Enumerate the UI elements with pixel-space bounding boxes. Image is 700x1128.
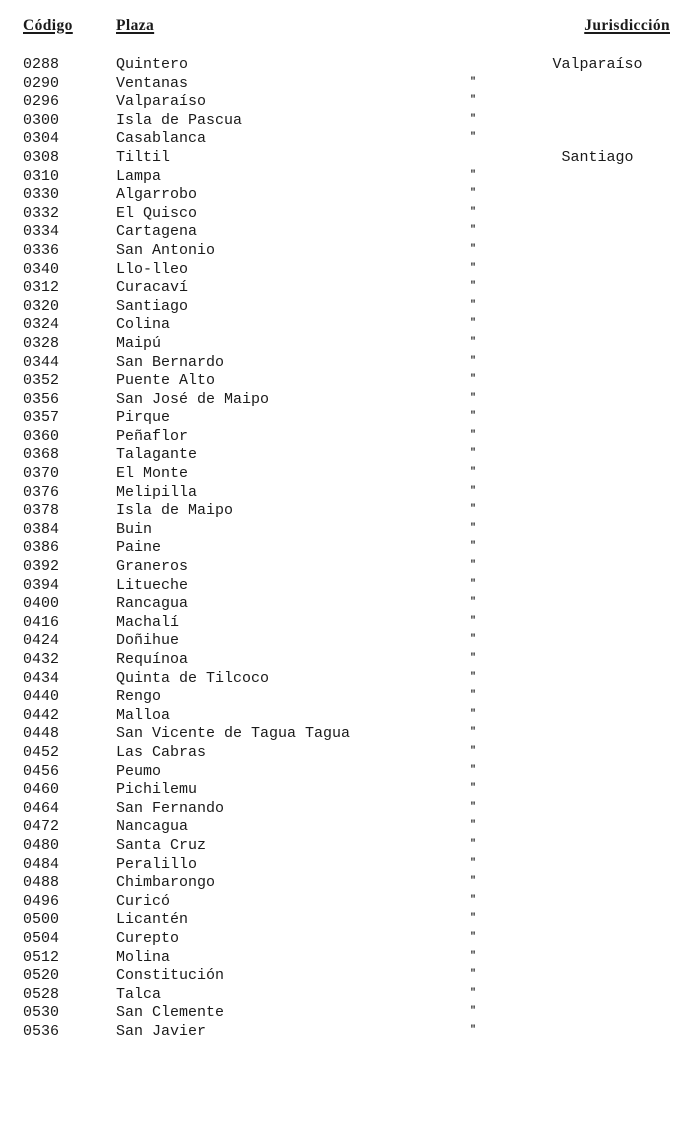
table-row — [0, 818, 700, 837]
cell-codigo: 0310 — [23, 167, 60, 185]
cell-codigo: 0500 — [23, 911, 60, 929]
cell-jurisdiccion: " — [470, 653, 477, 664]
table-row — [0, 112, 700, 131]
cell-jurisdiccion: " — [470, 281, 477, 293]
cell-codigo: 0488 — [23, 874, 60, 892]
table-body — [0, 56, 700, 1041]
cell-plaza: Isla de Maipo — [116, 502, 234, 520]
table-row — [0, 911, 700, 930]
cell-codigo: 0456 — [23, 762, 60, 780]
cell-plaza: Peñaflor — [116, 427, 189, 445]
cell-jurisdiccion: " — [470, 783, 477, 795]
cell-plaza: El Monte — [116, 465, 189, 483]
table-row — [0, 465, 700, 484]
cell-jurisdiccion: " — [470, 913, 477, 925]
table-row — [0, 186, 700, 205]
table-row — [0, 298, 700, 317]
table-row — [0, 261, 700, 280]
cell-codigo: 0312 — [23, 279, 60, 297]
cell-jurisdiccion: " — [470, 262, 477, 274]
cell-jurisdiccion: " — [470, 318, 477, 330]
cell-jurisdiccion: " — [470, 355, 477, 367]
cell-jurisdiccion: " — [470, 894, 477, 906]
table-row — [0, 558, 700, 577]
table-row — [0, 781, 700, 800]
cell-jurisdiccion: " — [470, 299, 477, 311]
cell-plaza: Lampa — [116, 167, 162, 185]
cell-jurisdiccion: " — [470, 1024, 477, 1036]
cell-jurisdiccion: " — [470, 708, 477, 720]
cell-plaza: Curicó — [116, 892, 171, 910]
cell-jurisdiccion: " — [470, 727, 477, 739]
table-row — [0, 316, 700, 335]
cell-plaza: Machalí — [116, 613, 180, 631]
table-row — [0, 1023, 700, 1042]
table-row — [0, 688, 700, 707]
cell-jurisdiccion: " — [470, 801, 477, 813]
table-row — [0, 409, 700, 428]
table-row — [0, 428, 700, 447]
table-row — [0, 670, 700, 689]
table-row — [0, 874, 700, 893]
table-row — [0, 149, 700, 168]
cell-codigo: 0324 — [23, 316, 60, 334]
table-row — [0, 93, 700, 112]
cell-codigo: 0416 — [23, 613, 60, 631]
cell-plaza: Santiago — [116, 297, 189, 315]
cell-jurisdiccion: " — [470, 411, 477, 423]
cell-codigo: 0368 — [23, 446, 60, 464]
table-row — [0, 279, 700, 298]
cell-codigo: 0332 — [23, 204, 60, 222]
cell-jurisdiccion: " — [470, 597, 477, 609]
cell-jurisdiccion: " — [470, 950, 477, 962]
cell-plaza: Litueche — [116, 576, 189, 594]
cell-jurisdiccion: " — [470, 745, 477, 757]
cell-jurisdiccion: " — [470, 838, 477, 850]
cell-jurisdiccion: " — [470, 820, 477, 832]
cell-codigo: 0452 — [23, 743, 60, 761]
cell-plaza: Rengo — [116, 688, 162, 706]
cell-plaza: San Vicente de Tagua Tagua — [116, 725, 351, 743]
cell-plaza: Las Cabras — [116, 743, 207, 761]
header-codigo: Código — [23, 17, 73, 34]
cell-codigo: 0344 — [23, 353, 60, 371]
cell-jurisdiccion: " — [470, 764, 477, 776]
cell-jurisdiccion: " — [470, 876, 477, 888]
cell-codigo: 0464 — [23, 799, 60, 817]
cell-plaza: Algarrobo — [116, 186, 198, 204]
cell-jurisdiccion: Valparaíso — [552, 56, 643, 73]
header-jurisdiccion: Jurisdicción — [584, 17, 670, 34]
cell-plaza: Ventanas — [116, 74, 189, 92]
cell-plaza: Santa Cruz — [116, 836, 207, 854]
cell-plaza: Rancagua — [116, 595, 189, 613]
cell-jurisdiccion: " — [470, 76, 477, 88]
table-row — [0, 595, 700, 614]
table-row — [0, 75, 700, 94]
cell-codigo: 0530 — [23, 1004, 60, 1022]
cell-plaza: Curacaví — [116, 279, 189, 297]
cell-codigo: 0360 — [23, 427, 60, 445]
cell-plaza: Melipilla — [116, 483, 198, 501]
cell-codigo: 0308 — [23, 148, 60, 166]
cell-codigo: 0376 — [23, 483, 60, 501]
cell-codigo: 0320 — [23, 297, 60, 315]
cell-jurisdiccion: " — [470, 931, 477, 943]
cell-codigo: 0328 — [23, 334, 60, 352]
cell-codigo: 0288 — [23, 56, 60, 73]
cell-plaza: Curepto — [116, 929, 180, 947]
table-row — [0, 949, 700, 968]
cell-jurisdiccion: " — [470, 615, 477, 627]
cell-jurisdiccion: " — [470, 392, 477, 404]
cell-plaza: Chimbarongo — [116, 874, 216, 892]
cell-codigo: 0334 — [23, 223, 60, 241]
cell-jurisdiccion: " — [470, 541, 477, 553]
cell-codigo: 0434 — [23, 669, 60, 687]
table-header — [0, 17, 700, 39]
cell-codigo: 0296 — [23, 93, 60, 111]
cell-plaza: Nancagua — [116, 818, 189, 836]
cell-plaza: Tiltil — [116, 148, 171, 166]
cell-jurisdiccion: " — [470, 225, 477, 237]
table-row — [0, 446, 700, 465]
cell-jurisdiccion: " — [470, 95, 477, 107]
cell-plaza: Graneros — [116, 558, 189, 576]
table-row — [0, 930, 700, 949]
cell-codigo: 0512 — [23, 948, 60, 966]
cell-jurisdiccion: " — [470, 690, 477, 702]
cell-plaza: Puente Alto — [116, 372, 216, 390]
table-row — [0, 763, 700, 782]
table-row — [0, 725, 700, 744]
cell-codigo: 0300 — [23, 111, 60, 129]
cell-codigo: 0528 — [23, 985, 60, 1003]
table-row — [0, 521, 700, 540]
cell-plaza: Llo-lleo — [116, 260, 189, 278]
cell-codigo: 0442 — [23, 706, 60, 724]
table-row — [0, 893, 700, 912]
cell-codigo: 0448 — [23, 725, 60, 743]
cell-codigo: 0472 — [23, 818, 60, 836]
cell-codigo: 0432 — [23, 651, 60, 668]
cell-jurisdiccion: " — [470, 504, 477, 516]
cell-jurisdiccion: " — [470, 634, 477, 646]
cell-codigo: 0386 — [23, 539, 60, 557]
table-row — [0, 484, 700, 503]
cell-jurisdiccion: " — [470, 374, 477, 386]
cell-jurisdiccion: " — [470, 987, 477, 999]
cell-plaza: Talagante — [116, 446, 198, 464]
table-row — [0, 986, 700, 1005]
table-row — [0, 800, 700, 819]
cell-plaza: Valparaíso — [116, 93, 207, 111]
cell-jurisdiccion: " — [470, 560, 477, 572]
table-row — [0, 502, 700, 521]
table-row — [0, 744, 700, 763]
table-row — [0, 242, 700, 261]
cell-plaza: Pichilemu — [116, 781, 198, 799]
cell-plaza: Isla de Pascua — [116, 111, 243, 129]
cell-jurisdiccion: " — [470, 113, 477, 125]
cell-jurisdiccion: " — [470, 857, 477, 869]
table-row — [0, 372, 700, 391]
cell-plaza: Peralillo — [116, 855, 198, 873]
table-row — [0, 577, 700, 596]
cell-jurisdiccion: " — [470, 969, 477, 981]
cell-codigo: 0290 — [23, 74, 60, 92]
table-row — [0, 168, 700, 187]
cell-jurisdiccion: " — [470, 132, 477, 144]
cell-codigo: 0340 — [23, 260, 60, 278]
cell-codigo: 0356 — [23, 390, 60, 408]
cell-codigo: 0330 — [23, 186, 60, 204]
cell-plaza: Licantén — [116, 911, 189, 929]
cell-jurisdiccion: " — [470, 671, 477, 683]
cell-plaza: San José de Maipo — [116, 390, 270, 408]
cell-jurisdiccion: " — [470, 429, 477, 441]
cell-codigo: 0536 — [23, 1022, 60, 1040]
table-row — [0, 391, 700, 410]
cell-jurisdiccion: " — [470, 336, 477, 348]
table-row — [0, 335, 700, 354]
cell-plaza: El Quisco — [116, 204, 198, 222]
table-row — [0, 837, 700, 856]
table-row — [0, 130, 700, 149]
cell-codigo: 0378 — [23, 502, 60, 520]
cell-plaza: Maipú — [116, 334, 162, 352]
cell-codigo: 0392 — [23, 558, 60, 576]
cell-plaza: San Antonio — [116, 241, 216, 259]
cell-plaza: Quinta de Tilcoco — [116, 669, 270, 687]
table-row — [0, 614, 700, 633]
cell-codigo: 0357 — [23, 409, 60, 427]
cell-codigo: 0484 — [23, 855, 60, 873]
cell-codigo: 0400 — [23, 595, 60, 613]
cell-codigo: 0480 — [23, 836, 60, 854]
table-row — [0, 205, 700, 224]
table-row — [0, 632, 700, 651]
cell-plaza: Molina — [116, 948, 171, 966]
cell-plaza: San Javier — [116, 1022, 207, 1040]
table-row — [0, 651, 700, 670]
table-row — [0, 354, 700, 373]
cell-plaza: Peumo — [116, 762, 162, 780]
cell-jurisdiccion: " — [470, 206, 477, 218]
cell-plaza: Constitución — [116, 967, 225, 985]
cell-jurisdiccion: " — [470, 448, 477, 460]
table-row — [0, 539, 700, 558]
table-row — [0, 856, 700, 875]
table-row — [0, 1004, 700, 1023]
cell-codigo: 0440 — [23, 688, 60, 706]
cell-plaza: Pirque — [116, 409, 171, 427]
cell-plaza: Casablanca — [116, 130, 207, 148]
cell-jurisdiccion: " — [470, 1006, 477, 1018]
cell-jurisdiccion: " — [470, 169, 477, 181]
cell-plaza: San Fernando — [116, 799, 225, 817]
cell-plaza: Malloa — [116, 706, 171, 724]
cell-codigo: 0504 — [23, 929, 60, 947]
table-row — [0, 967, 700, 986]
cell-plaza: San Clemente — [116, 1004, 225, 1022]
cell-plaza: San Bernardo — [116, 353, 225, 371]
cell-codigo: 0384 — [23, 520, 60, 538]
cell-codigo: 0520 — [23, 967, 60, 985]
cell-codigo: 0460 — [23, 781, 60, 799]
table-row — [0, 223, 700, 242]
cell-jurisdiccion: Santiago — [561, 148, 634, 166]
cell-plaza: Colina — [116, 316, 171, 334]
cell-jurisdiccion: " — [470, 522, 477, 534]
cell-codigo: 0304 — [23, 130, 60, 148]
cell-plaza: Cartagena — [116, 223, 198, 241]
cell-codigo: 0496 — [23, 892, 60, 910]
cell-plaza: Requínoa — [116, 651, 189, 668]
cell-plaza: Talca — [116, 985, 162, 1003]
cell-jurisdiccion: " — [470, 485, 477, 497]
cell-plaza: Doñihue — [116, 632, 180, 650]
cell-plaza: Paine — [116, 539, 162, 557]
cell-jurisdiccion: " — [470, 243, 477, 255]
table-row — [0, 56, 700, 75]
cell-jurisdiccion: " — [470, 188, 477, 200]
cell-plaza: Buin — [116, 520, 153, 538]
cell-codigo: 0352 — [23, 372, 60, 390]
cell-jurisdiccion: " — [470, 467, 477, 479]
cell-jurisdiccion: " — [470, 578, 477, 590]
cell-plaza: Quintero — [116, 56, 189, 73]
cell-codigo: 0336 — [23, 241, 60, 259]
table-row — [0, 707, 700, 726]
header-plaza: Plaza — [116, 17, 155, 34]
cell-codigo: 0394 — [23, 576, 60, 594]
cell-codigo: 0370 — [23, 465, 60, 483]
cell-codigo: 0424 — [23, 632, 60, 650]
